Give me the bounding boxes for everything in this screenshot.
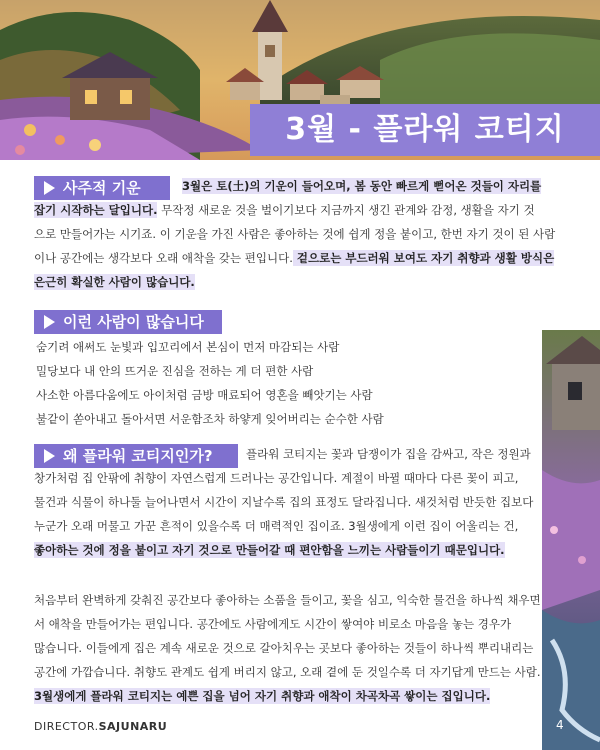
director-name: SAJUNARU xyxy=(98,720,168,733)
body-text: 공간에 가깝습니다. 취향도 관계도 쉽게 버리지 않고, 오래 곁에 둔 것일수록 더 자기답게 만드는 사람. xyxy=(34,665,541,679)
section-label-saju xyxy=(34,176,170,200)
body-text: 많습니다. 이들에게 집은 계속 새로운 것으로 갈아치우는 곳보다 좋아하는 것들이 하나씩 뿌리내리는 xyxy=(34,641,534,655)
body-text: 창가처럼 집 안팎에 취향이 자연스럽게 드러나는 공간입니다. 계절이 바뀔 때마다 다른 꽃이 피고, xyxy=(34,471,519,485)
section3-paragraph2 xyxy=(34,588,544,708)
section1-body xyxy=(34,198,574,294)
section1-lead-line xyxy=(182,174,582,198)
triangle-bullet-icon xyxy=(44,181,55,195)
page-number: 4 xyxy=(556,718,564,732)
body-text: 으로 만들어가는 시기죠. 이 기운을 가진 사람은 좋아하는 것에 쉽게 정을 붙이고, 한번 자기 것이 된 사람 xyxy=(34,227,556,241)
section-label-text: 사주적 기운 xyxy=(63,179,141,197)
section-label-text: 이런 사람이 많습니다 xyxy=(63,313,204,331)
section3-first-line: 플라워 코티지는 꽃과 담쟁이가 집을 감싸고, 작은 정원과 xyxy=(246,447,531,461)
list-item: 숨기려 애써도 눈빛과 입꼬리에서 본심이 먼저 마감되는 사람 xyxy=(36,340,340,354)
section-label-why xyxy=(34,444,238,468)
triangle-bullet-icon xyxy=(44,315,55,329)
highlight-text: 잡기 시작하는 달입니다. xyxy=(34,203,158,217)
page-title: 3월 - 플라워 코티지 xyxy=(250,104,600,156)
triangle-bullet-icon xyxy=(44,449,55,463)
body-text: 무작정 새로운 것을 벌이기보다 지금까지 생긴 관계와 감정, 생활을 자기 것 xyxy=(157,203,535,217)
highlight-text: 3월생에게 플라워 코티지는 예쁜 집을 넘어 자기 취향과 애착이 차곡차곡 쌓이는 집입니다. xyxy=(34,689,491,703)
list-item: 밀당보다 내 안의 뜨거운 진심을 전하는 게 더 편한 사람 xyxy=(36,364,314,378)
body-text: 누군가 오래 머물고 가꾼 흔적이 있을수록 더 매력적인 집이죠. 3월생에게 이런 집이 어울리는 건, xyxy=(34,519,519,533)
body-text: 처음부터 완벽하게 갖춰진 공간보다 좋아하는 소품을 들이고, 꽃을 심고, 익숙한 물건을 하나씩 채우면 xyxy=(34,593,541,607)
highlight-text: 은근히 확실한 사람이 많습니다. xyxy=(34,275,195,289)
body-text: 서 애착을 만들어가는 편입니다. 공간에도 사람에게도 시간이 쌓여야 비로소 마음을 놓는 경우가 xyxy=(34,617,512,631)
section-label-people xyxy=(34,310,222,334)
body-text: 물건과 식물이 하나둘 늘어나면서 시간이 지날수록 집의 표정도 달라집니다. 새것처럼 반듯한 집보다 xyxy=(34,495,534,509)
highlight-text: 좋아하는 것에 정을 붙이고 자기 것으로 만들어갈 때 편안함을 느끼는 사람들이기 때문입니다. xyxy=(34,543,505,557)
list-item: 사소한 아름다움에도 아이처럼 금방 매료되어 영혼을 빼앗기는 사람 xyxy=(36,388,373,402)
section-label-text: 왜 플라워 코티지인가? xyxy=(63,447,213,465)
body-text: 이나 공간에는 생각보다 오래 애착을 갖는 편입니다. xyxy=(34,251,293,265)
side-illustration xyxy=(542,330,600,750)
section3-paragraph1 xyxy=(34,466,544,562)
highlight-text: 3월은 토(土)의 기운이 들어오며, 봄 동안 빠르게 뻗어온 것들이 자리를 xyxy=(182,179,542,193)
list-item: 불같이 쏟아내고 돌아서면 서운함조차 하얗게 잊어버리는 순수한 사람 xyxy=(36,412,384,426)
footer-director xyxy=(34,720,167,733)
highlight-text: 겉으로는 부드러워 보여도 자기 취향과 생활 방식은 xyxy=(292,251,555,265)
director-prefix: DIRECTOR. xyxy=(34,720,99,733)
